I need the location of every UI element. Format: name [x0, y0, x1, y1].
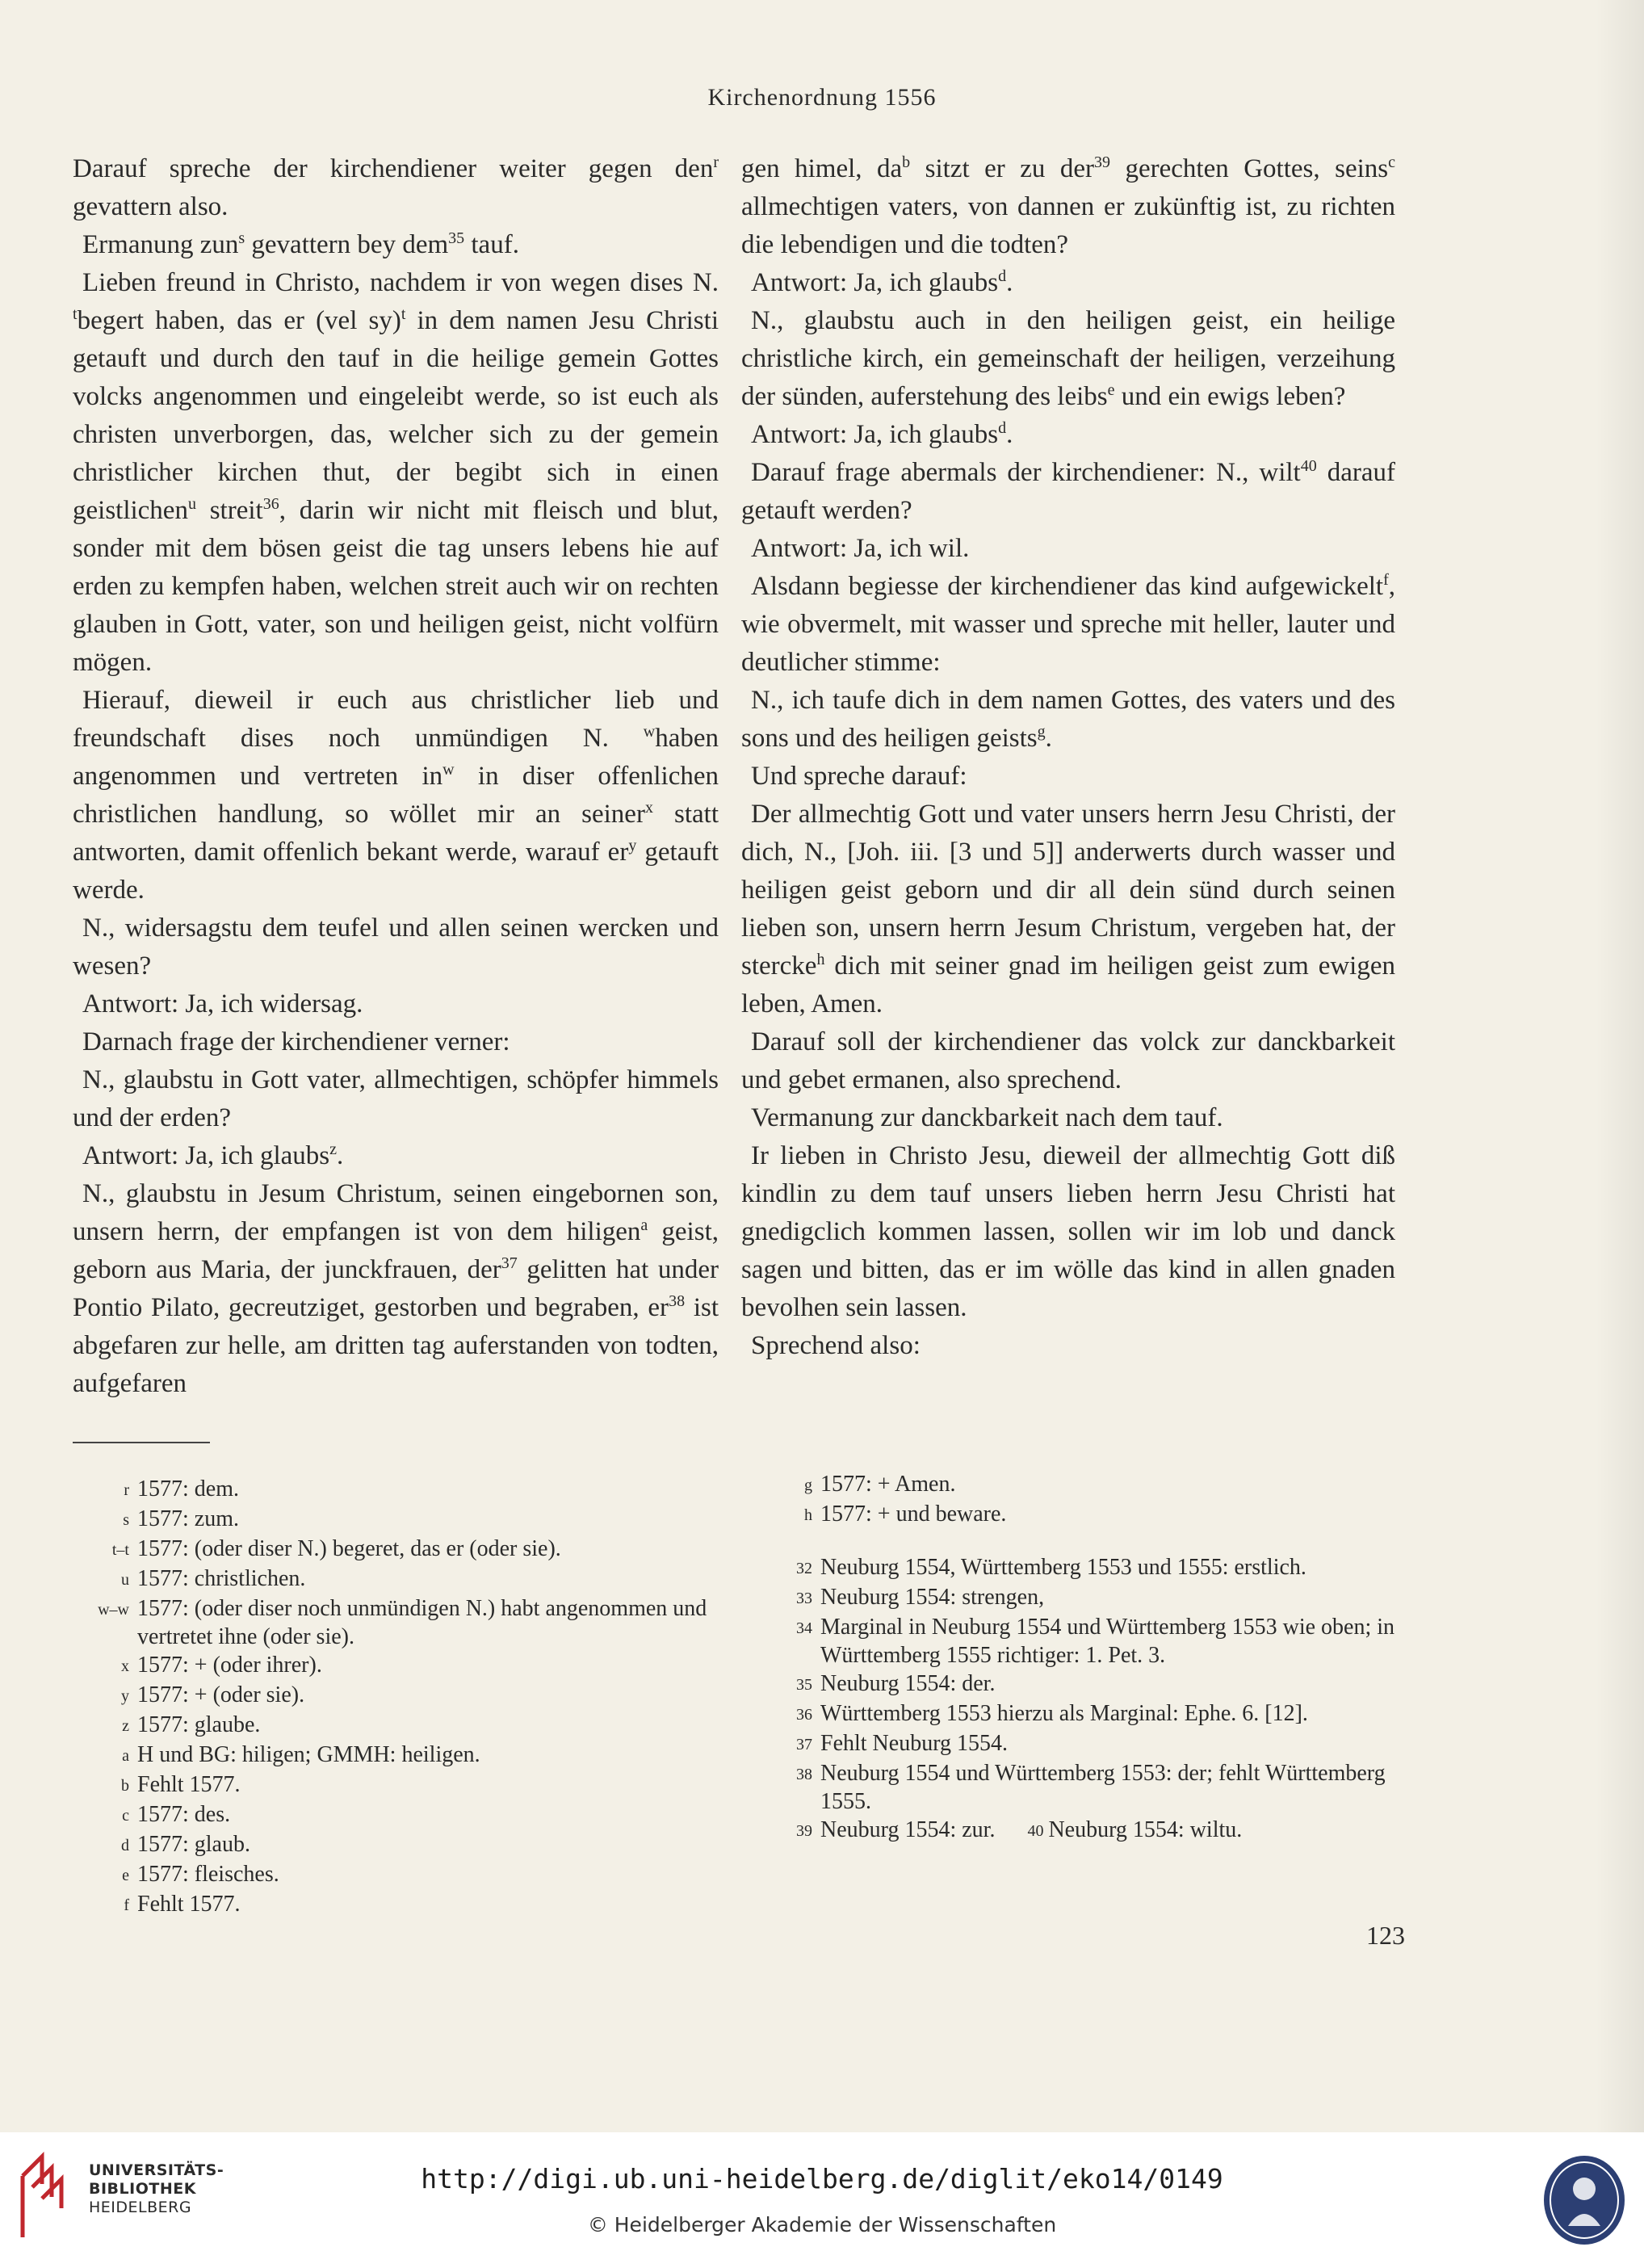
footnote-mark: 36	[796, 1706, 812, 1724]
footnote-mark: 40	[1027, 1822, 1044, 1840]
paragraph: Darnach frage der kirchendiener verner:	[82, 1027, 510, 1056]
footnote	[57, 1564, 735, 1594]
footnote-mark: e	[122, 1867, 129, 1884]
footnotes-right-numbers	[774, 1553, 1411, 1846]
footnote-text: 1577: glaub.	[137, 1832, 250, 1857]
footnote	[57, 1890, 735, 1920]
footnote-text: 1577: glaube.	[137, 1712, 261, 1737]
footnote	[774, 1816, 1411, 1846]
footnote	[57, 1594, 735, 1651]
footnote-mark: 33	[796, 1590, 812, 1607]
paragraph: Vermanung zur danckbarkeit nach dem tauf.	[751, 1103, 1223, 1132]
paragraph: Lieben freund in Christo, nachdem ir von wegen dises N. $^t$begert haben, das er (vel sy)$^t$ in dem namen Jesu Christi getauft und durch den tauf in die heilige gemein Gottes volcks angenommen und eingeleibt werde, so ist euch als christen unverborgen, das, welcher sich zu der gemein christlicher kirchen thut, der begibt sich in einen geistlichen$^u$ streit$^{36}$, darin wir nicht mit fleisch und blut, sonder mit dem bösen geist die tag unsers lebens hie auf erden zu kempfen haben, welchen streit auch wir on rechten glauben in Gott, vater, son und heiligen geist, nicht volfürn mögen.	[73, 268, 719, 677]
paragraph: Hierauf, dieweil ir euch aus christlicher lieb und freundschaft dises noch unmündigen N. $^w$haben angenommen und vertreten $in^w$ in diser offenlichen christlichen handlung, so wöllet mir an seiner$^x$ statt antworten, damit offenlich bekant werde, warauf $er^y$ getauft werde.	[73, 686, 719, 905]
footnote-text: Marginal in Neuburg 1554 und Württemberg 1553 wie oben; in Württemberg 1555 richtiger: 1. Pet. 3.	[820, 1615, 1395, 1668]
paragraph: Antwort: Ja, ich glaubs$^z$.	[82, 1140, 344, 1170]
footnote-mark: 34	[796, 1619, 812, 1637]
footnote-mark: 32	[796, 1560, 812, 1577]
paragraph: Darauf spreche der kirchendiener weiter gegen den$^r$ gevattern also.	[73, 153, 719, 221]
footnote-mark: z	[122, 1717, 129, 1735]
footnote	[774, 1613, 1411, 1670]
footnote-mark: 38	[796, 1766, 812, 1783]
footnote-mark: b	[121, 1777, 129, 1795]
footnote	[57, 1681, 735, 1711]
footnote-text: 1577: + Amen.	[820, 1472, 956, 1497]
footnote-mark: g	[804, 1476, 812, 1494]
footnote-mark: s	[123, 1511, 129, 1529]
paragraph: Sprechend also:	[751, 1331, 921, 1360]
paragraph: N., widersagstu dem teufel und allen seinen wercken und wesen?	[73, 914, 719, 981]
footnote-mark: a	[122, 1747, 129, 1765]
paragraph: Antwort: Ja, ich glaubs$^d$.	[751, 419, 1013, 449]
footnote-text: 1577: des.	[137, 1802, 231, 1827]
library-name-line-2: BIBLIOTHEK	[89, 2180, 196, 2198]
footnote-mark: 37	[796, 1736, 812, 1754]
permalink-url[interactable]: http://digi.ub.uni-heidelberg.de/diglit/eko14/0149	[421, 2163, 1223, 2194]
footnote-text: 1577: (oder diser noch unmündigen N.) habt angenommen und vertretet ihne (oder sie).	[137, 1596, 707, 1649]
paragraph: Der allmechtig Gott und vater unsers herrn Jesu Christi, der dich, N., [Joh. iii. [3 und 5]] anderwerts durch wasser und heiligen geist geborn und dir all dein sünd durch seinen lieben son, unsern herrn Jesum Christum, vergeben hat, der stercke$^h$ dich mit seiner gnad im heiligen geist zum ewigen leben, Amen.	[741, 800, 1395, 1018]
footnote	[57, 1651, 735, 1681]
footnote-mark: c	[122, 1807, 129, 1825]
footnote	[57, 1505, 735, 1535]
footnote-text: Neuburg 1554: strengen,	[820, 1585, 1045, 1610]
paragraph: Antwort: Ja, ich glaubs$^d$.	[751, 267, 1013, 297]
footnote-mark: r	[124, 1481, 129, 1499]
footnote-mark: x	[121, 1657, 129, 1675]
footnote-text: Fehlt 1577.	[137, 1772, 241, 1797]
footnote	[57, 1830, 735, 1860]
footnotes-left	[57, 1475, 735, 1920]
footnote-mark: 35	[796, 1676, 812, 1694]
library-name-line-1: UNIVERSITÄTS-	[89, 2161, 224, 2179]
page-number: 123	[1366, 1921, 1405, 1950]
footnote-rule	[73, 1442, 210, 1443]
paragraph: Darauf soll der kirchendiener das volck zur danckbarkeit und gebet ermanen, also sprechend.	[741, 1027, 1395, 1094]
footnote-text: 1577: + (oder sie).	[137, 1682, 305, 1707]
paragraph: Ir lieben in Christo Jesu, dieweil der allmechtig Gott diß kindlin zu dem tauf unsers lieben herrn Jesu Christi hat gnedigclich kommen lassen, sollen wir im lob und danck sagen und bitten, das er im wölle das kind in allen gnaden bevolhen sein lassen.	[741, 1141, 1395, 1322]
footnotes-right-letters	[774, 1470, 1403, 1530]
library-name-line-3: HEIDELBERG	[89, 2199, 192, 2216]
footnote-text: Württemberg 1553 hierzu als Marginal: Ephe. 6. [12].	[820, 1701, 1308, 1726]
paragraph: Und spreche darauf:	[751, 762, 967, 791]
footnote-mark: y	[121, 1687, 129, 1705]
footnote	[57, 1711, 735, 1741]
footnote-mark: 39	[796, 1822, 812, 1840]
paragraph: Darauf frage abermals der kirchendiener: N., wilt$^{40}$ darauf getauft werden?	[741, 457, 1395, 525]
viewer-footer	[0, 2132, 1644, 2268]
footnote	[57, 1475, 735, 1505]
footnote-text: 1577: + (oder ihrer).	[137, 1653, 322, 1678]
footnote	[57, 1770, 735, 1800]
paragraph: N., glaubstu auch in den heiligen geist, ein heilige christliche kirch, ein gemeinschaft der heiligen, verzeihung der sünden, auferstehung des leibs$^e$ und ein ewigs leben?	[741, 306, 1395, 411]
paragraph: Antwort: Ja, ich wil.	[751, 534, 970, 563]
paragraph: Ermanung zun$^s$ gevattern bey dem$^{35}$ tauf.	[82, 229, 519, 259]
footnote-text: Neuburg 1554 und Württemberg 1553: der; fehlt Württemberg 1555.	[820, 1761, 1386, 1814]
footnote-text: H und BG: hiligen; GMMH: heiligen.	[137, 1742, 480, 1767]
copyright-notice: © Heidelberger Akademie der Wissenschaften	[587, 2213, 1057, 2236]
footnote-text: 1577: + und beware.	[820, 1502, 1007, 1527]
footnote	[774, 1470, 1403, 1500]
footnote-text: 1577: fleisches.	[137, 1862, 279, 1887]
footnote-text: Neuburg 1554, Württemberg 1553 und 1555: erstlich.	[820, 1555, 1306, 1580]
footnote-text: 1577: dem.	[137, 1476, 239, 1502]
footnote-mark: d	[121, 1837, 129, 1854]
footnote-text: Neuburg 1554: der.	[820, 1671, 996, 1696]
paragraph: N., glaubstu in Gott vater, allmechtigen, schöpfer himmels und der erden?	[73, 1065, 719, 1132]
academy-seal-icon	[1539, 2152, 1629, 2249]
paragraph: Antwort: Ja, ich widersag.	[82, 989, 363, 1018]
right-text-column	[741, 150, 1395, 1365]
footnote-mark: u	[121, 1571, 129, 1589]
footnote	[57, 1800, 735, 1830]
paragraph: N., glaubstu in Jesum Christum, seinen eingebornen son, unsern herrn, der empfangen ist von dem hiligen$^a$ geist, geborn aus Maria, der junckfrauen, der$^{37}$ gelitten hat under Pontio Pilato, gecreutziget, gestorben und begraben, $er^{38}$ ist abgefaren zur helle, am dritten tag auferstanden von todten, aufgefaren	[73, 1179, 719, 1398]
footnote-text: 1577: (oder diser N.) begeret, das er (oder sie).	[137, 1536, 561, 1561]
paragraph: Alsdann begiesse der kirchendiener das kind aufgewickelt$^f$, wie obvermelt, mit wasser und spreche mit heller, lauter und deutlicher stimme:	[741, 571, 1395, 677]
footnote	[57, 1741, 735, 1770]
footnote-mark: t–t	[111, 1541, 129, 1559]
footnote-mark: f	[124, 1896, 129, 1914]
paragraph: gen himel, $da^b$ sitzt er zu der$^{39}$ gerechten Gottes, seins$^c$ allmechtigen vaters, von dannen er zukünftig ist, zu richten die lebendigen und die todten?	[741, 153, 1396, 259]
footnote-text: 1577: zum.	[137, 1506, 239, 1531]
footnote	[774, 1729, 1411, 1759]
footnote-text: 1577: christlichen.	[137, 1566, 306, 1591]
paragraph: N., ich taufe dich in dem namen Gottes, des vaters und des sons und des heiligen geists$^g$.	[741, 686, 1395, 753]
footnote	[774, 1500, 1403, 1530]
footnote	[57, 1535, 735, 1564]
footnote	[774, 1759, 1411, 1816]
footnote-text: Neuburg 1554: wiltu.	[1048, 1817, 1243, 1842]
footnote-text: Fehlt 1577.	[137, 1892, 241, 1917]
footnote-mark: h	[804, 1506, 812, 1524]
footnote	[774, 1699, 1411, 1729]
footnote	[774, 1553, 1411, 1583]
left-text-column	[73, 150, 719, 1403]
running-head: Kirchenordnung 1556	[707, 84, 937, 111]
footnote	[774, 1583, 1411, 1613]
footnote	[774, 1670, 1411, 1699]
footnote-mark: w–w	[98, 1601, 129, 1619]
footnote-text: Fehlt Neuburg 1554.	[820, 1731, 1009, 1756]
footnote	[57, 1860, 735, 1890]
footnote-text: Neuburg 1554: zur.	[820, 1817, 996, 1842]
